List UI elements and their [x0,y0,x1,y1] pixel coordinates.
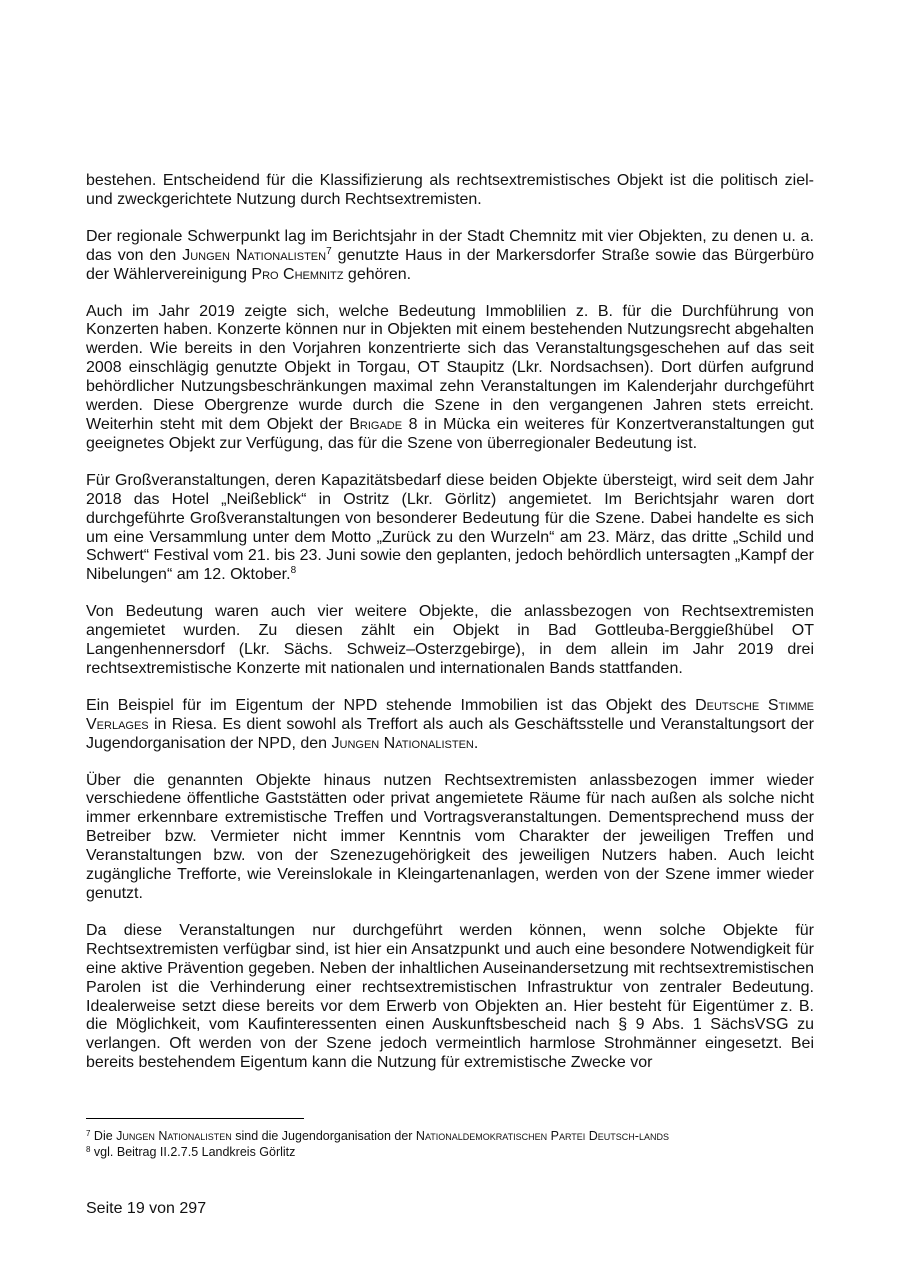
paragraph [86,472,814,585]
footnote-ref[interactable]: 8 [290,565,297,577]
text: Der regionale Schwerpunkt lag im Berichtsjahr in der Stadt Chemnitz mit vier Objekten, zu denen u. a. das von den [86,227,814,264]
paragraph [86,303,814,454]
text: genutzte Haus in der Markersdorfer Straße sowie das Bürgerbüro der Wählervereinigung [86,246,814,283]
text: Von Bedeutung waren auch vier weitere Objekte, die anlassbezogen von Rechtsextremisten angemietet wurden. Zu diesen zählt ein Objekt in Bad Gottleuba-Berggießhübel OT Langenhennersdorf (Lkr. Sächs. Schweiz–Osterzgebirge), in dem allein im Jahr 2019 drei rechtsextremistische Konzerte mit nationalen und internationalen Bands stattfanden. [86,603,814,677]
text: bestehen. Entscheidend für die Klassifizierung als rechtsextremistisches Objekt ist die politisch ziel- und zweckgerichtete Nutzung durch Rechtsextremisten. [86,172,814,208]
footnote-number: 7 [86,1129,91,1138]
text: Da diese Veranstaltungen nur durchgeführt werden können, wenn solche Objekte für Rechtsextremisten verfügbar sind, ist hier ein Ansatzpunkt und auch eine besondere Notwendigkeit für eine aktive Prävention gegeben. Neben der inhaltlichen Auseinandersetzung mit rechtsextremistischen Parolen ist die Verhinderung einer rechtsextremistischen Infrastruktur von zentraler Bedeutung. Idealerweise setzt diese bereits vor dem Erwerb von Objekten an. Hier besteht für Eigentümer z. B. die Möglichkeit, vom Kaufinteressenten einen Auskunftsbescheid nach § 9 Abs. 1 SächsVSG zu verlangen. Oft werden von der Szene jedoch vermeintlich harmlose Strohmänner eingesetzt. Bei bereits bestehendem Eigentum kann die Nutzung für extremistische Zwecke vor [86,921,814,1072]
footnote-8 [86,1144,814,1160]
text: 8 in Mücka ein weiteres für Konzertveranstaltungen gut geeignetes Objekt zur Verfügung, das für die Szene von überregionaler Bedeutung ist. [86,415,814,452]
footnotes [86,1128,814,1160]
text: Für Großveranstaltungen, deren Kapazitätsbedarf diese beiden Objekte übersteigt, wird seit dem Jahr 2018 das Hotel „Neißeblick“ in Ostritz (Lkr. Görlitz) angemietet. Im Berichtsjahr waren dort durchgeführte Großveranstaltungen von besonderer Bedeutung für die Szene. Dabei handelte es sich um eine Versammlung unter dem Motto „Zurück zu den Wurzeln“ am 23. März, das dritte „Schild und Schwert“ Festival vom 21. bis 23. Juni sowie den geplanten, jedoch behördlich untersagten „Kampf der Nibelungen“ am 12. Oktober. [86,471,814,584]
paragraph [86,772,814,904]
body-text [86,172,814,1091]
organization-name: Jungen Nationalisten [182,246,327,264]
organization-name: Jungen Nationalisten [116,1129,232,1143]
footnote-ref[interactable]: 7 [326,245,332,257]
text: gehören. [343,265,412,283]
paragraph [86,922,814,1073]
paragraph [86,697,814,754]
text: vgl. Beitrag II.2.7.5 Landkreis Görlitz [90,1145,296,1159]
text: Über die genannten Objekte hinaus nutzen Rechtsextremisten anlassbezogen immer wieder verschiedene öffentliche Gaststätten oder privat angemietete Räume für nach außen als solche nicht immer erkennbare extremistische Treffen und Vortragsveranstaltungen. Dementsprechend muss der Betreiber bzw. Vermieter nicht immer Kenntnis vom Charakter der jeweiligen Treffen und Veranstaltungen bzw. von der Szenezugehörigkeit des jeweiligen Nutzers haben. Auch leicht zugängliche Trefforte, wie Vereinslokale in Kleingartenanlagen, werden von der Szene immer wieder genutzt. [86,771,814,902]
organization-name: Brigade [349,415,403,433]
paragraph [86,603,814,679]
page-number: Seite 19 von 297 [86,1200,207,1217]
text: Ein Beispiel für im Eigentum der NPD stehende Immobilien ist das Objekt des [86,696,696,714]
footnote-divider [86,1118,304,1119]
text: Auch im Jahr 2019 zeigte sich, welche Bedeutung Immoblilien z. B. für die Durchführung von Konzerten haben. Konzerte können nur in Objekten mit einem bestehenden Nutzungsrecht abgehalten werden. Wie bereits in den Vorjahren konzentrierte sich das Veranstaltungsgeschehen auf das seit 2008 einschlägig genutzte Objekt in Torgau, OT Staupitz (Lkr. Nordsachsen). Dort dürfen aufgrund behördlicher Nutzungsbeschränkungen maximal zehn Veranstaltungen im Kalenderjahr durchgeführt werden. Diese Obergrenze wurde durch die Szene in den vergangenen Jahren stets erreicht. Weiterhin steht mit dem Objekt der [86,302,814,433]
text: sind die Jugendorganisation der [231,1129,416,1143]
organization-name: Jungen Nationalisten [331,734,474,752]
text: Die [90,1129,117,1143]
footnote-number: 8 [86,1145,91,1154]
organization-name: Pro Chemnitz [251,265,344,283]
text: in Riesa. Es dient sowohl als Treffort als auch als Geschäftsstelle und Veranstaltungsort der Jugendorganisation der NPD, den [86,715,814,752]
text: . [473,734,479,752]
paragraph [86,228,814,285]
paragraph [86,172,814,210]
organization-name: Nationaldemokratischen Partei Deutsch-lands [415,1129,669,1143]
footnote-7 [86,1128,814,1144]
organization-name: Deutsche Stimme Verlages [86,696,815,733]
